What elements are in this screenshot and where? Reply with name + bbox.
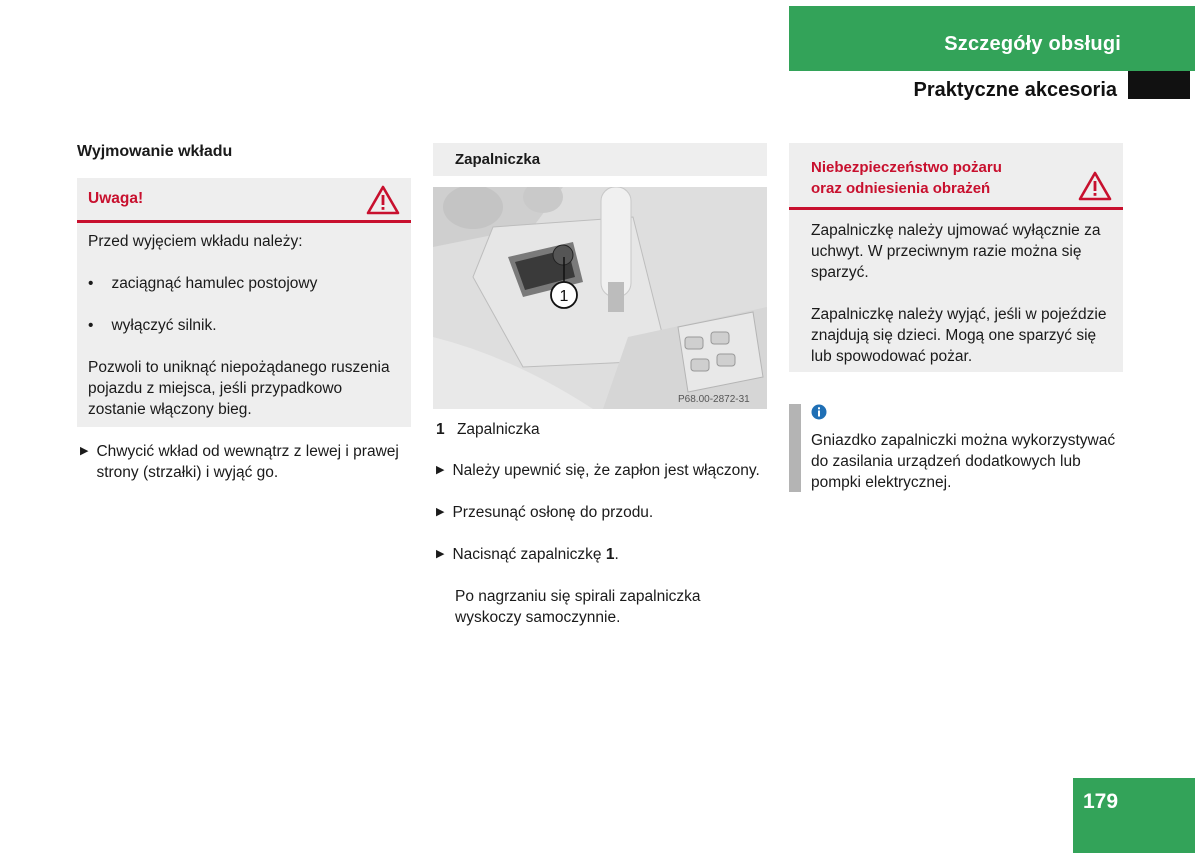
danger-paragraph: Zapalniczkę należy wyjąć, jeśli w pojeździe znajdują się dzieci. Mogą one sparzyć się lub spowodować pożar. [811,306,1107,365]
step-arrow-icon: ▶ [436,548,445,560]
section-title: Szczegóły obsługi [944,33,1121,55]
instruction-step [436,460,770,481]
section-header [789,6,1195,71]
warning-bullet [88,315,398,336]
warning-bullet [88,273,398,294]
warning-title: Uwaga! [88,190,144,207]
step-arrow-icon: ▶ [80,445,89,457]
page-number: 179 [1083,790,1119,813]
danger-paragraph: Zapalniczkę należy ujmować wyłącznie za uchwyt. W przeciwnym razie można się sparzyć. [811,222,1101,281]
step-arrow-icon: ▶ [436,506,445,518]
instruction-step [436,502,770,523]
info-bar [789,404,801,492]
bullet-text: wyłączyć silnik. [111,317,217,334]
step-text: Nacisnąć zapalniczkę 1. [452,546,619,563]
warning-triangle-icon [366,185,400,215]
header-bar [1128,71,1190,99]
danger-box [789,143,1123,372]
bullet-dot: • [88,317,94,334]
console-illustration [433,187,767,409]
photo-callout: 1 [559,288,569,305]
bullet-text: zaciągnąć hamulec postojowy [111,275,318,292]
legend-label: Zapalniczka [456,421,540,438]
instruction-step [80,441,414,483]
removal-heading: Wyjmowanie wkładu [77,143,233,160]
step-ref: 1 [605,546,615,563]
after-text: Po nagrzaniu się spirali zapalniczka wyskoczy samoczynnie. [455,588,701,626]
subsection-header [789,71,1195,105]
lighter-heading-bar [433,143,767,176]
danger-rule [789,207,1123,210]
subsection-title: Praktyczne akcesoria [913,79,1117,101]
warning-rule [77,220,411,223]
warning-box [77,178,411,427]
bullet-dot: • [88,275,94,292]
danger-title-line2: oraz odniesienia obrażeń [811,180,991,197]
page-number-tab [1073,778,1195,853]
danger-title-line1: Niebezpieczeństwo pożaru [811,159,1002,176]
photo-code: P68.00-2872-31 [678,394,750,405]
step-text: Chwycić wkład od wewnątrz z lewej i prawej strony (strzałki) i wyjąć go. [96,443,399,481]
warning-note: Pozwoli to uniknąć niepożądanego ruszenia pojazdu z miejsca, jeśli przypadkowo zostanie włączony bieg. [88,359,390,418]
info-text: Gniazdko zapalniczki można wykorzystywać do zasilania urządzeń dodatkowych lub pompki elektrycznej. [811,432,1116,491]
step-arrow-icon: ▶ [436,464,445,476]
info-icon [811,404,827,420]
lighter-heading: Zapalniczka [455,151,541,168]
photo-legend [436,419,540,440]
warning-intro: Przed wyjęciem wkładu należy: [88,233,303,250]
step-text: Przesunąć osłonę do przodu. [452,504,654,521]
legend-number: 1 [436,421,445,438]
warning-triangle-icon [1078,171,1112,201]
instruction-step [436,544,770,565]
step-text: Należy upewnić się, że zapłon jest włączony. [452,462,760,479]
lighter-photo [433,187,767,409]
